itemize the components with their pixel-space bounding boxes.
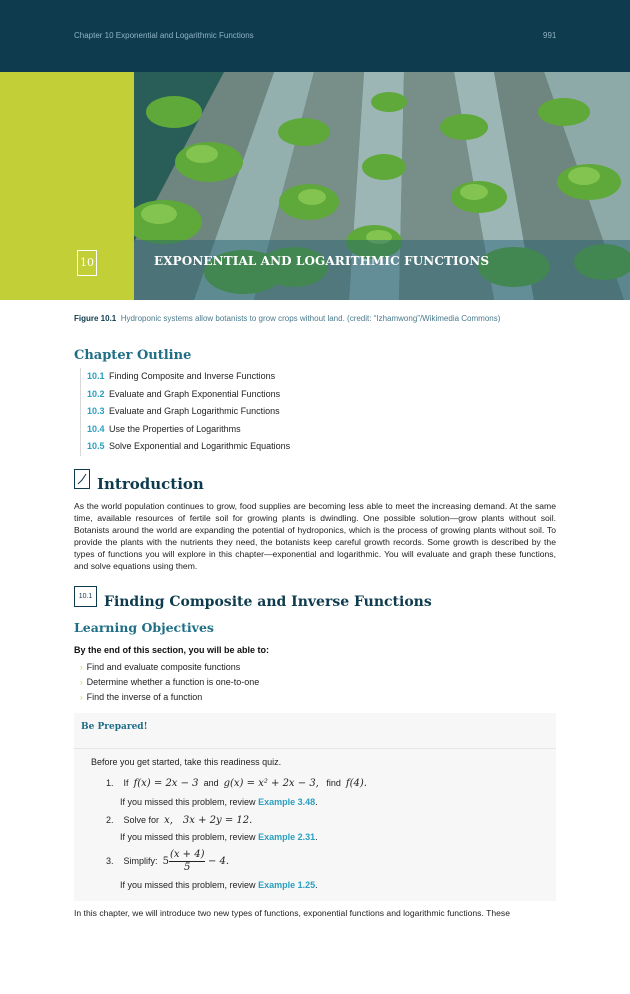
chapter-number-box: 10 [77, 250, 97, 276]
question-number: 1. [106, 778, 114, 788]
learning-objectives-list [80, 660, 259, 705]
chapter-outline-heading: Chapter Outline [74, 348, 192, 363]
learning-objectives-heading: Learning Objectives [74, 620, 214, 635]
outline-item-label[interactable]: Finding Composite and Inverse Functions [109, 371, 276, 381]
outline-item[interactable] [87, 421, 487, 439]
section-number-box: 10.1 [74, 586, 97, 607]
review-text-end: . [315, 797, 318, 807]
outline-item-label[interactable]: Solve Exponential and Logarithmic Equations [109, 441, 291, 452]
outline-item-number[interactable]: 10.3 [87, 406, 105, 417]
review-text: If you missed this problem, review [120, 797, 256, 807]
question-text: Solve for [123, 815, 160, 825]
outline-item[interactable] [87, 403, 487, 421]
outline-item-number[interactable]: 10.5 [87, 441, 105, 452]
math-expression: 3x + 2y = 12. [182, 815, 253, 826]
quiz-question-1 [106, 778, 367, 789]
outline-item-number[interactable]: 10.1 [87, 371, 105, 381]
math-expression: − 4. [208, 855, 230, 867]
outline-item-label[interactable]: Use the Properties of Logarithms [109, 423, 241, 434]
fraction-numerator: (x + 4) [169, 849, 205, 860]
figure-caption [74, 314, 500, 323]
review-text-end: . [315, 880, 318, 890]
page-number: 991 [543, 31, 557, 40]
review-text: If you missed this problem, review [120, 832, 256, 842]
bullet-icon: › [80, 678, 83, 687]
outline-item-number[interactable]: 10.4 [87, 423, 105, 434]
review-text: If you missed this problem, review [120, 880, 256, 890]
objective-text: Find and evaluate composite functions [86, 662, 241, 672]
math-expression: f(4). [345, 778, 367, 789]
example-link[interactable]: Example 1.25 [258, 880, 316, 890]
introduction-heading: Introduction [97, 475, 204, 493]
question-text: If [123, 778, 129, 788]
running-head: Chapter 10 Exponential and Logarithmic Functions [74, 31, 254, 40]
outline-item[interactable] [87, 386, 487, 404]
outline-item[interactable] [87, 438, 487, 456]
math-expression: f(x) = 2x − 3 [133, 778, 199, 789]
question-text: Simplify: [123, 855, 158, 866]
quiz-review-2 [120, 832, 318, 842]
question-number: 3. [106, 855, 114, 866]
accent-block [0, 72, 134, 300]
closing-paragraph: In this chapter, we will introduce two new types of functions, exponential functions and logarithmic functions. These [74, 908, 510, 918]
example-link[interactable]: Example 3.48 [258, 797, 316, 807]
section-title: Finding Composite and Inverse Functions [104, 594, 432, 610]
quiz-question-3 [106, 849, 229, 874]
quiz-lead: Before you get started, take this readiness quiz. [91, 757, 282, 767]
outline-item[interactable] [87, 368, 487, 386]
fraction-denominator: 5 [184, 862, 191, 873]
fraction [169, 849, 206, 874]
question-text: find [326, 778, 341, 788]
question-number: 2. [106, 815, 114, 825]
quiz-question-2 [106, 815, 252, 826]
math-expression: 5 [162, 855, 169, 867]
be-prepared-title: Be Prepared! [81, 722, 148, 732]
outline-item-label[interactable]: Evaluate and Graph Logarithmic Functions [109, 406, 280, 417]
objective-text: Determine whether a function is one-to-one [86, 677, 260, 687]
figure-caption-text: Hydroponic systems allow botanists to grow crops without land. (credit: “Izhamwong”/Wikimedia Commons) [120, 314, 501, 323]
bullet-icon: › [80, 663, 83, 672]
introduction-paragraph: As the world population continues to grow, food supplies are becoming less able to meet the increasing demand. At the same time, available resources of fertile soil for growing plants is dwindling. One possible solution—grow plants without soil. Botanists around the world are expanding the potential of hydroponics, which is the process of growing plants without soil. To provide the plants with the nutrients they need, the botanists keep careful growth records. Some growth is described by the types of functions you will explore in this chapter—exponential and logarithmic. You will evaluate and graph these functions, and solve equations using them. [74, 501, 556, 572]
list-item [80, 675, 259, 690]
introduction-icon [74, 469, 90, 489]
example-link[interactable]: Example 2.31 [258, 832, 316, 842]
list-item [80, 690, 259, 705]
quiz-review-3 [120, 880, 318, 890]
bullet-icon: › [80, 693, 83, 702]
review-text-end: . [315, 832, 318, 842]
learning-objectives-lead: By the end of this section, you will be able to: [74, 645, 270, 655]
chapter-outline-list [80, 368, 487, 456]
question-text: and [203, 778, 219, 788]
outline-item-number[interactable]: 10.2 [87, 388, 105, 399]
outline-item-label[interactable]: Evaluate and Graph Exponential Functions [109, 388, 281, 399]
chapter-title: EXPONENTIAL AND LOGARITHMIC FUNCTIONS [154, 254, 490, 268]
list-item [80, 660, 259, 675]
objective-text: Find the inverse of a function [86, 692, 203, 702]
figure-label: Figure 10.1 [74, 314, 117, 323]
math-expression: g(x) = x² + 2x − 3, [223, 778, 319, 789]
quiz-review-1 [120, 797, 318, 807]
math-expression: x, [164, 815, 173, 826]
